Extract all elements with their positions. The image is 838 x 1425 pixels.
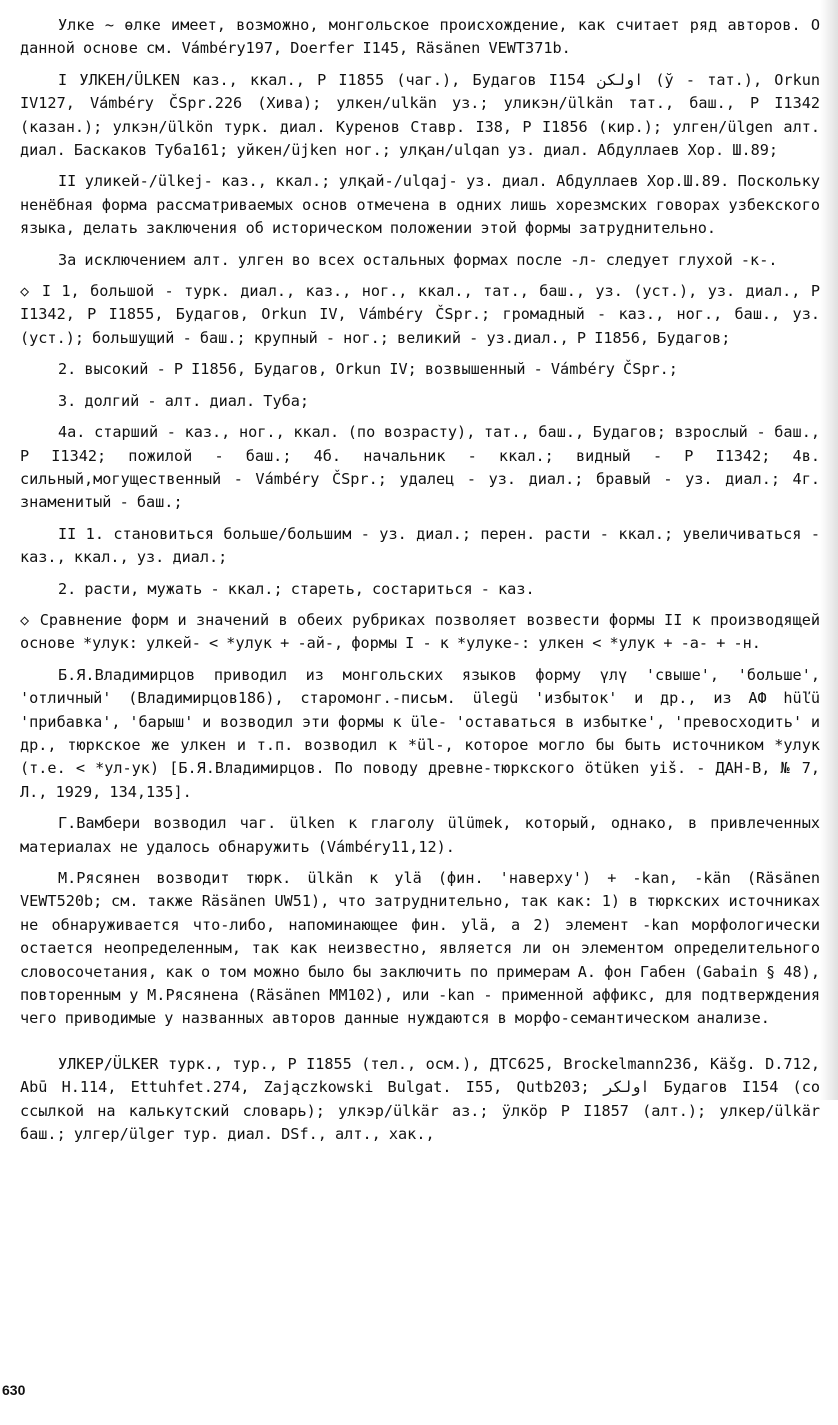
paragraph-1: Улке ~ өлке имеет, возможно, монгольское происхождение, как считает ряд авторов. О данной основе см. Vámbéry197, Doerfer I145, Räsänen VEWT371b. bbox=[20, 16, 820, 58]
page-number: 630 bbox=[2, 1382, 26, 1398]
comparison-paragraph: ◇ Сравнение форм и значений в обеих рубриках позволяет возвести формы II к производящей основе *улук: улкей- < *улук + -ай-, формы I - к *улуке-: улкен < *улук + -а- + -н. bbox=[20, 610, 820, 653]
meaning-2: 2. высокий - Р I1856, Будагов, Orkun IV; возвышенный - Vámbéry ČSpr.; bbox=[58, 360, 678, 379]
meaning-ii-2: 2. расти, мужать - ккал.; стареть, состариться - каз. bbox=[58, 579, 535, 598]
rasanen-paragraph: М.Рясянен возводит тюрк. ülkän к ylä (фин. 'наверху') + -kan, -kän (Räsänen VEWT520b; см. также Räsänen UW51), что затруднительно, так как: 1) в тюркских источниках не обнаруживается что-либо, напоминающее фин. ylä, а 2) элемент -kan морфологически остается неопределенным, так как неизвестно, является ли он элементом определительного словосочетания, как о том можно было бы заключить по примерам А. фон Габен (Gabain § 48), повторенным у М.Рясянена (Räsänen MM102), или -kan - применной аффикс, для подтверждения чего приводимые у названных авторов данные нуждаются в морфо-семантическом анализе. bbox=[20, 869, 820, 1028]
entry-ulker: УЛКЕР/ÜLKER турк., тур., Р I1855 (тел., осм.), ДТС625, Brockelmann236, Käšg. D.712, Abū H.114, Ettuhfet.274, Zajączkowski Bulgat. I55, Qutb203; اولكر Будагов I154 (со ссылкой на калькутский словарь); улкэр/ülkär аз.; ӱлкӧр Р I1857 (алт.); улкер/ülkär баш.; улгер/ülger тур. диал. DSf., алт., хак., bbox=[20, 1054, 820, 1144]
vladimirtsov-paragraph: Б.Я.Владимирцов приводил из монгольских языков форму үлү 'свыше', 'больше', 'отличный' (Владимирцов186), старомонг.-письм. ülegü 'избыток' и др., из АФ hüľü 'прибавка', 'барыш' и возводил эти формы к üle- 'оставаться в избытке', 'превосходить' и др., тюркское же улкен и т.п. возводил к *ül-, которое могло бы быть источником *улук (т.е. < *ул-ук) [Б.Я.Владимирцов. По поводу древне-тюркского ötüken yiš. - ДАН-В, № 7, Л., 1929, 134,135]. bbox=[20, 665, 820, 801]
dictionary-page bbox=[20, 14, 820, 1154]
entry-ulken-forms-1: I УЛКЕН/ÜLKEN каз., ккал., Р I1855 (чаг.), Будагов I154 اولكن (ў - тат.), Orkun IV127, Vámbéry ČSpr.226 (Хива); улкен/ulkän уз.; уликэн/ülkän тат., баш., Р I1342 (казан.); улкэн/ülkön турк. диал. Куренов Ставр. I38, Р I1856 (кир.); улген/ülgen алт. диал. Баскаков Туба161; уйкен/üjken ног.; улқан/ulqan уз. диал. Абдуллаев Хор. Ш.89; bbox=[20, 70, 821, 160]
meaning-4: 4а. старший - каз., ног., ккал. (по возрасту), тат., баш., Будагов; взрослый - баш., Р I1342; пожилой - баш.; 4б. начальник - ккал.; видный - Р I1342; 4в. сильный,могущественный - Vámbéry ČSpr.; удалец - уз. диал.; бравый - уз. диал.; 4г. знаменитый - баш.; bbox=[20, 423, 820, 512]
entry-ulken-forms-2: II уликей-/ülkej- каз., ккал.; улқай-/ulqaj- уз. диал. Абдуллаев Хор.Ш.89. Поскольку ненёбная форма рассматриваемых основ отмечена в одних лишь хорезмских говорах узбекского языка, делать заключения об историческом положении этой формы затруднительно. bbox=[20, 172, 820, 238]
meaning-ii-1: II 1. становиться больше/большим - уз. диал.; перен. расти - ккал.; увеличиваться - каз., ккал., уз. диал.; bbox=[20, 524, 820, 567]
paragraph-note: За исключением алт. улген во всех остальных формах после -л- следует глухой -к-. bbox=[58, 250, 778, 269]
meaning-3: 3. долгий - алт. диал. Туба; bbox=[58, 391, 310, 410]
vambery-paragraph: Г.Вамбери возводил чаг. ülken к глаголу ülümek, который, однако, в привлеченных материалах не удалось обнаружить (Vámbéry11,12). bbox=[20, 814, 820, 856]
meaning-1: ◇ I 1, большой - турк. диал., каз., ног., ккал., тат., баш., уз. (уст.), уз. диал., Р I1342, Р I1855, Будагов, Orkun IV, Vámbéry ČSpr.; громадный - каз., ног., баш., уз. (уст.); большущий - баш.; крупный - ног.; великий - уз.диал., Р I1856, Будагов; bbox=[20, 282, 820, 347]
scan-shadow bbox=[820, 0, 838, 1100]
